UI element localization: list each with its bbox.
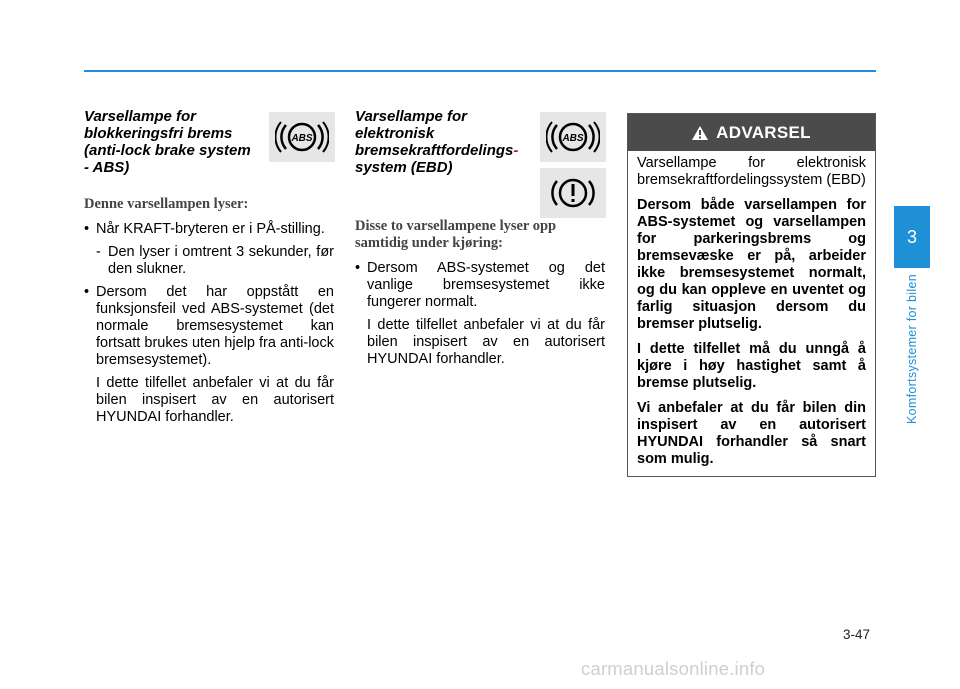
page-number: 3-47 <box>843 627 871 642</box>
svg-text:ABS: ABS <box>291 133 313 144</box>
warning-intro: Varsellampe for elektronisk bremsekraftfordelingssystem (EBD) <box>637 155 866 188</box>
ebd-heading-dash: - <box>513 142 519 159</box>
abs-heading-text: Varsellampe for blokkeringsfri brems (anti-lock brake system - ABS) <box>84 108 251 176</box>
abs-section <box>84 108 334 432</box>
warning-title: ADVARSEL <box>716 122 811 142</box>
warning-triangle-icon <box>692 126 708 140</box>
abs-heading <box>84 108 334 178</box>
abs-bullet-1: • Når KRAFT-bryteren er i PÅ-stilling. <box>84 221 334 238</box>
abs-bullet-2: • Dersom det har oppstått en funksjonsfeil ved ABS-systemet (det normale bremsesystemet kan fortsatt brukes uten hjelp fra anti-lock bremsesystemet). <box>84 284 334 369</box>
abs-paragraph: I dette tilfellet anbefaler vi at du får bilen inspisert av en autorisert HYUNDAI forhandler. <box>96 375 334 425</box>
ebd-subheading: Disse to varsellampene lyser opp samtidig under kjøring: <box>355 218 557 251</box>
ebd-bullet-1: • Dersom ABS-systemet og det vanlige bremsesystemet ikke fungerer normalt. <box>355 260 605 311</box>
warning-paragraph-2: I dette tilfellet må du unngå å kjøre i høy hastighet samt å bremse plutselig. <box>637 341 866 391</box>
watermark: carmanualsonline.info <box>581 658 766 679</box>
abs-dash-1: - Den lyser i omtrent 3 sekunder, før den slukner. <box>84 244 334 278</box>
ebd-paragraph: I dette tilfellet anbefaler vi at du får bilen inspisert av en autorisert HYUNDAI forhandler. <box>367 317 605 367</box>
ebd-section <box>355 108 605 374</box>
abs-warning-icon <box>540 112 606 162</box>
warning-paragraph-1: Dersom både varsellampen for ABS-systemet og varsellampen for parkeringsbrems og bremsevæske er på, arbeider ikke bremsesystemet normalt, og du kan oppleve en uventet og farlig situasjon dersom du bremser plutselig. <box>637 197 866 332</box>
warning-paragraph-3: Vi anbefaler at du får bilen din inspisert av en autorisert HYUNDAI forhandler så snart som mulig. <box>637 400 866 467</box>
abs-warning-icon <box>269 112 335 162</box>
warning-header <box>628 114 875 151</box>
abs-subheading: Denne varsellampen lyser: <box>84 196 249 212</box>
chapter-label: Komfortsystemer for bilen <box>905 274 919 424</box>
brake-exclamation-icon <box>540 168 606 218</box>
warning-box <box>627 113 876 477</box>
chapter-tab: 3 <box>894 206 930 268</box>
ebd-heading <box>355 108 605 178</box>
ebd-heading-text-2: system (EBD) <box>355 159 453 176</box>
ebd-heading-text: Varsellampe for elektronisk bremsekraftfordelings <box>355 108 514 159</box>
svg-text:ABS: ABS <box>562 133 584 144</box>
top-rule <box>84 70 876 72</box>
warning-body <box>628 151 875 468</box>
